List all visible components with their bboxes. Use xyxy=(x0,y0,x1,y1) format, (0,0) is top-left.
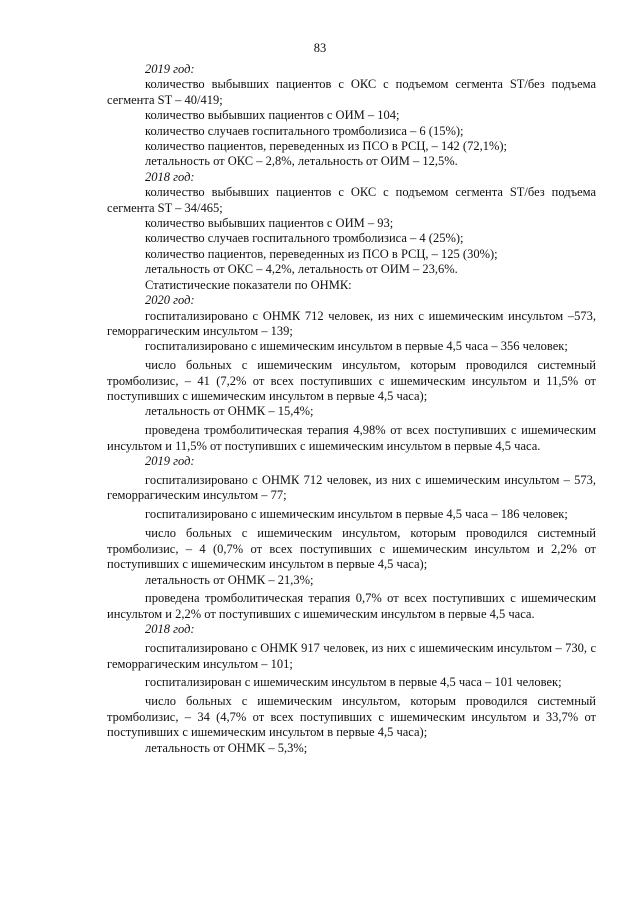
paragraph-year-heading: 2018 год: xyxy=(145,169,195,184)
paragraph: количество выбывших пациентов с ОКС с подъемом сегмента ST/без подъема сегмента ST – 34/465; xyxy=(107,185,596,215)
paragraph: проведена тромболитическая терапия 0,7% от всех поступивших с ишемическим инсультом и 2,2% от поступивших с ишемическим инсультом в первые 4,5 часа. xyxy=(107,591,596,621)
paragraph: летальность от ОНМК – 15,4%; xyxy=(145,404,314,419)
paragraph: количество случаев госпитального тромболизиса – 4 (25%); xyxy=(145,231,464,246)
paragraph: количество выбывших пациентов с ОКС с подъемом сегмента ST/без подъема сегмента ST – 40/419; xyxy=(107,77,596,107)
paragraph-year-heading: 2019 год: xyxy=(145,454,195,469)
paragraph: количество пациентов, переведенных из ПСО в РСЦ, – 142 (72,1%); xyxy=(145,139,508,154)
paragraph: летальность от ОНМК – 5,3%; xyxy=(145,740,308,755)
paragraph: летальность от ОКС – 4,2%, летальность от ОИМ – 23,6%. xyxy=(145,262,458,277)
page-number: 83 xyxy=(313,41,327,55)
section-heading: Статистические показатели по ОНМК: xyxy=(145,277,352,292)
paragraph: проведена тромболитическая терапия 4,98% от всех поступивших с ишемическим инсультом и 11,5% от поступивших с ишемическим инсультом в первые 4,5 часа. xyxy=(107,423,596,453)
paragraph: госпитализировано с ОНМК 917 человек, из них с ишемическим инсультом – 730, с геморрагическим инсультом – 101; xyxy=(107,641,596,671)
paragraph: госпитализирован с ишемическим инсультом в первые 4,5 часа – 101 человек; xyxy=(145,675,562,690)
paragraph: количество пациентов, переведенных из ПСО в РСЦ, – 125 (30%); xyxy=(145,246,498,261)
paragraph: госпитализировано с ишемическим инсультом в первые 4,5 часа – 356 человек; xyxy=(145,339,568,354)
paragraph-year-heading: 2019 год: xyxy=(145,62,195,76)
paragraph: число больных с ишемическим инсультом, которым проводился системный тромболизис, – 34 (4,7% от всех поступивших с ишемическим инсультом и 33,7% от поступивших с ишемическим инсультом в первые 4,5 часа); xyxy=(107,694,596,740)
paragraph: количество случаев госпитального тромболизиса – 6 (15%); xyxy=(145,123,464,138)
paragraph: летальность от ОНМК – 21,3%; xyxy=(145,572,314,587)
paragraph: госпитализировано с ОНМК 712 человек, из них с ишемическим инсультом – 573, геморрагическим инсультом – 77; xyxy=(107,473,596,503)
paragraph: летальность от ОКС – 2,8%, летальность от ОИМ – 12,5%. xyxy=(145,154,458,169)
paragraph: число больных с ишемическим инсультом, которым проводился системный тромболизис, – 41 (7,2% от всех поступивших с ишемическим инсультом и 11,5% от поступивших с ишемическим инсультом в первые 4,5 часа); xyxy=(107,358,596,404)
page-content xyxy=(107,62,596,756)
paragraph: госпитализировано с ОНМК 712 человек, из них с ишемическим инсультом –573, геморрагическим инсультом – 139; xyxy=(107,308,596,338)
paragraph: количество выбывших пациентов с ОИМ – 104; xyxy=(145,108,400,123)
paragraph: госпитализировано с ишемическим инсультом в первые 4,5 часа – 186 человек; xyxy=(145,507,568,522)
paragraph-year-heading: 2018 год: xyxy=(145,622,195,637)
paragraph: количество выбывших пациентов с ОИМ – 93; xyxy=(145,216,394,231)
paragraph: число больных с ишемическим инсультом, которым проводился системный тромболизис, – 4 (0,7% от всех поступивших с ишемическим инсультом и 2,2% от поступивших с ишемическим инсультом в первые 4,5 часа); xyxy=(107,526,596,572)
paragraph-year-heading: 2020 год: xyxy=(145,293,195,308)
